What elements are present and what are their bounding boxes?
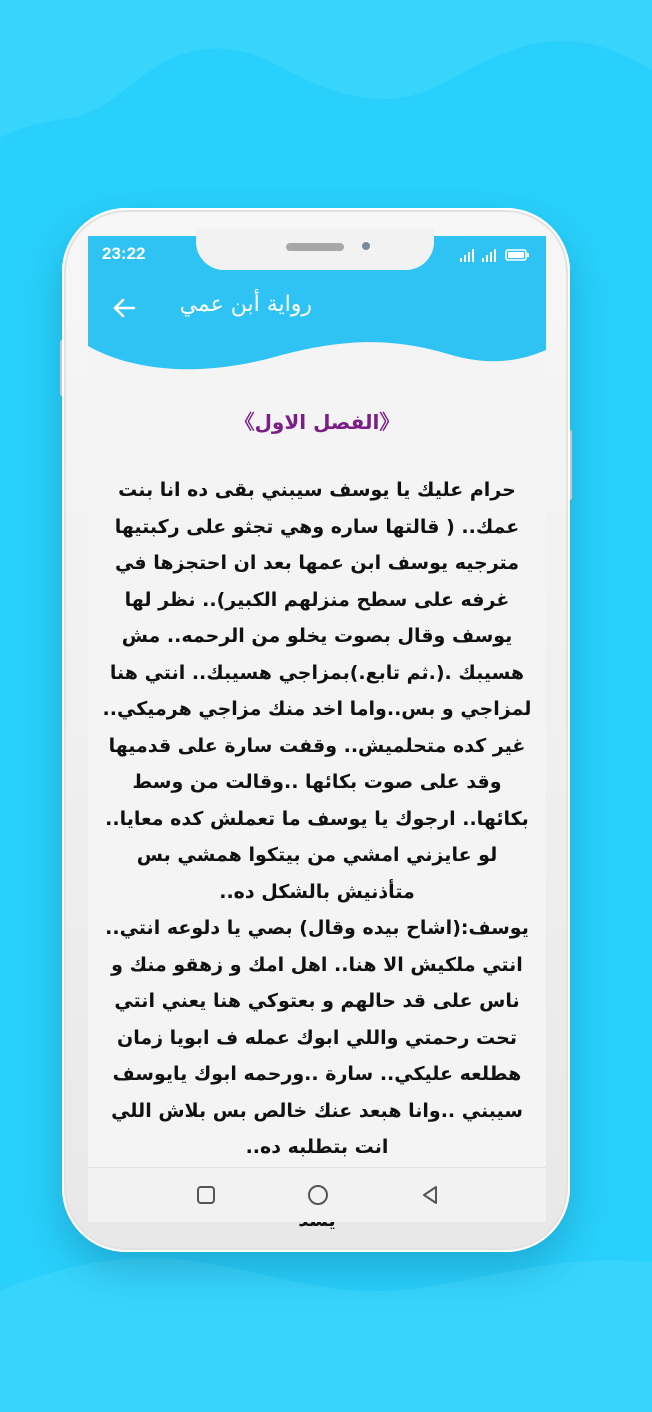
status-icons <box>460 248 532 262</box>
reader-content[interactable] <box>88 392 546 1167</box>
square-recents-icon[interactable] <box>192 1181 220 1209</box>
signal-icon <box>460 249 474 262</box>
phone-speaker <box>286 243 344 251</box>
triangle-back-icon[interactable] <box>416 1181 444 1209</box>
chapter-title: 《الفصل الاول》 <box>234 410 400 434</box>
phone-camera <box>362 242 370 250</box>
system-nav-bar <box>88 1167 546 1222</box>
circle-home-icon[interactable] <box>304 1181 332 1209</box>
status-time: 23:22 <box>102 244 146 263</box>
arrow-left-icon[interactable] <box>110 294 138 322</box>
signal-icon <box>482 249 496 262</box>
app-title: رواية أبن عمي <box>179 292 312 317</box>
story-paragraph: حرام عليك يا يوسف سيبني بقى ده انا بنت عمك.. ( قالتها ساره وهي تجثو على ركبتيها مترجيه يوسف ابن عمها بعد ان احتجزها في غرفه على سطح منزلهم الكبير).. نظر لها يوسف وقال بصوت يخلو من الرحمه.. مش هسيبك .(.ثم تابع.)بمزاجي هسيبك.. انتي هنا لمزاجي و بس..واما اخد منك مزاجي هرميكي.. غير كده متحلميش.. وقفت سارة على قدميها وقد على صوت بكائها ..وقالت من وسط بكائها.. ارجوك يا يوسف ما تعملش كده معايا.. لو عايزني امشي من بيتكوا همشي بس متأذنيش بالشكل ده.. <box>102 479 532 903</box>
story-paragraph: يوسف:(اشاح بيده وقال) بصي يا دلوعه انتي.. انتي ملكيش الا هنا.. اهل امك و زهقو منك و ناس على قد حالهم و بعتوكي هنا يعني انتي تحت رحمتي واللي ابوك عمله ف ابويا زمان هطلعه عليكي.. سارة ..ورحمه ابوك يايوسف سيبني ..وانا هبعد عنك خالص بس بلاش اللي انت بتطلبه ده.. <box>105 917 529 1158</box>
phone-screen <box>88 236 546 1221</box>
battery-icon <box>506 250 529 260</box>
story-text <box>100 472 534 1239</box>
app-bar-wave <box>88 336 546 386</box>
